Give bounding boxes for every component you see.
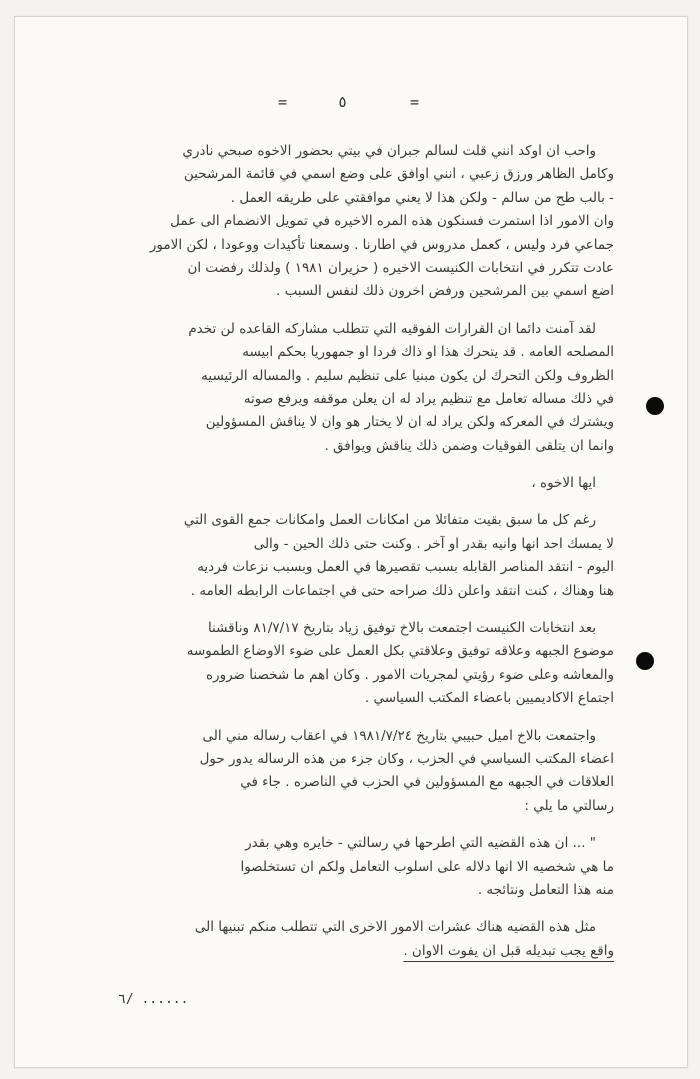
text-line: واحب ان اوكد انني قلت لسالم جبران في بيتي بحضور الاخوه صبحي نادري bbox=[182, 143, 596, 159]
paragraph-2 bbox=[92, 318, 614, 458]
text-line: رسالتي ما يلي : bbox=[524, 797, 614, 814]
text-line: مثل هذه القضيه هناك عشرات الامور الاخرى التي تتطلب منكم تبنيها الى bbox=[194, 919, 596, 936]
quoted-paragraph bbox=[92, 832, 614, 902]
letter-body bbox=[92, 140, 614, 977]
page-header bbox=[0, 93, 700, 113]
text-line: والمعاشه وعلى ضوء رؤيتي لمجريات الامور . وكان اهم ما شخصنا ضروره bbox=[205, 666, 614, 683]
paragraph-8 bbox=[92, 916, 614, 963]
paragraph-6 bbox=[92, 725, 614, 819]
text-line: جماعي فرد وليس ، كعمل مدروس في اطارنا . وسمعنا تأكيدات ووعودا ، لكن الامور bbox=[149, 236, 614, 253]
text-line: بعد انتخابات الكنيست اجتمعت بالاخ توفيق زياد بتاريخ ٨١/٧/١٧ وناقشنا bbox=[207, 620, 596, 637]
text-line: واجتمعت بالاخ اميل حبيبي بتاريخ ١٩٨١/٧/٢٤ في اعقاب رساله مني الى bbox=[202, 727, 596, 744]
page-number: ٥ bbox=[338, 93, 348, 111]
text-line: العلاقات في الجبهه مع المسؤولين في الحزب في الناصره . جاء في bbox=[240, 774, 614, 791]
text-line: " ... ان هذه القضيه التي اطرحها في رسالتي - خايره وهي بقدر bbox=[245, 835, 596, 852]
text-line: هنا وهناك ، كنت انتقد واعلن ذلك صراحه حتى في اجتماعات الرابطه العامه . bbox=[190, 582, 614, 599]
text-line: موضوع الجبهه وعلاقه توفيق وعلاقتي بكل العمل على ضوء الاوضاع الطموسه bbox=[186, 643, 614, 660]
paragraph-1 bbox=[92, 140, 614, 304]
text-line: اجتماع الاكاديميين باعضاء المكتب السياسي . bbox=[364, 690, 614, 707]
underlined-line: واقع يجب تبديله قبل ان يفوت الاوان . bbox=[403, 942, 614, 959]
continuation-marker: ٦/ ...... bbox=[118, 992, 189, 1007]
paragraph-4 bbox=[92, 509, 614, 603]
text-line: ويشترك في المعركه ولكن يراد له ان لا يختار هو وان لا يناقش المسؤولين bbox=[205, 414, 614, 431]
text-line: عادت تتكرر في انتخابات الكنيست الاخيره ( حزيران ١٩٨١ ) ولذلك رفضت ان bbox=[187, 259, 614, 276]
text-line: في ذلك مساله تعامل مع تنظيم يراد له ان يعلن موقفه ويرفع صوته bbox=[243, 390, 614, 407]
text-line: المصلحه العامه . قد يتحرك هذا او ذاك فردا او جمهوريا بحكم ابيسه bbox=[242, 344, 614, 361]
text-line: اعضاء المكتب السياسي في الحزب ، وكان جزء من هذه الرساله يدور حول bbox=[199, 750, 614, 767]
text-line: ما هي شخصيه الا انها دلاله على اسلوب التعامل ولكم ان تستخلصوا bbox=[240, 858, 614, 875]
text-line: اضع اسمي بين المرشحين ورفض اخرون ذلك لنفس السبب . bbox=[275, 283, 614, 300]
text-line: وكامل الظاهر ورزق زعبي ، انني اوافق على وضع اسمي في قائمة المرشحين bbox=[183, 166, 614, 183]
text-line: - بالب طح من سالم - ولكن هذا لا يعني موافقتي على طريقه العمل . bbox=[230, 189, 614, 206]
punch-hole-top bbox=[646, 397, 664, 415]
text-line: وان الامور اذا استمرت فسنكون هذه المره الاخيره في تمويل الانضمام الى عمل bbox=[170, 213, 614, 230]
text-line: منه هذا التعامل ونتائجه . bbox=[477, 881, 614, 898]
header-left-mark: = bbox=[278, 93, 288, 111]
salutation-line: ايها الاخوه ، bbox=[531, 475, 596, 492]
text-line: وانما ان يتلقى الفوقيات وضمن ذلك يناقش ويوافق . bbox=[324, 437, 614, 454]
text-line: لا يمسك احد انها وانيه بقدر او آخر . وكنت حتى ذلك الحين - والى bbox=[253, 535, 614, 552]
punch-hole-bottom bbox=[636, 652, 654, 670]
text-line: الظروف ولكن التحرك لن يكون مبنيا على تنظيم سليم . والمساله الرئيسيه bbox=[201, 367, 614, 384]
text-line: اليوم - انتقد المناصر القابله بسبب تقصيرها في العمل وبسبب نزعات فرديه bbox=[197, 559, 614, 576]
text-line: رغم كل ما سبق بقيت متفائلا من امكانات العمل وامكانات جمع القوى التي bbox=[183, 512, 596, 529]
paragraph-5 bbox=[92, 617, 614, 711]
paragraph-3 bbox=[92, 472, 614, 495]
text-line: لقد آمنت دائما ان القرارات الفوقيه التي تتطلب مشاركه القاعده لن تخدم bbox=[188, 320, 596, 337]
header-right-mark: = bbox=[410, 93, 420, 111]
